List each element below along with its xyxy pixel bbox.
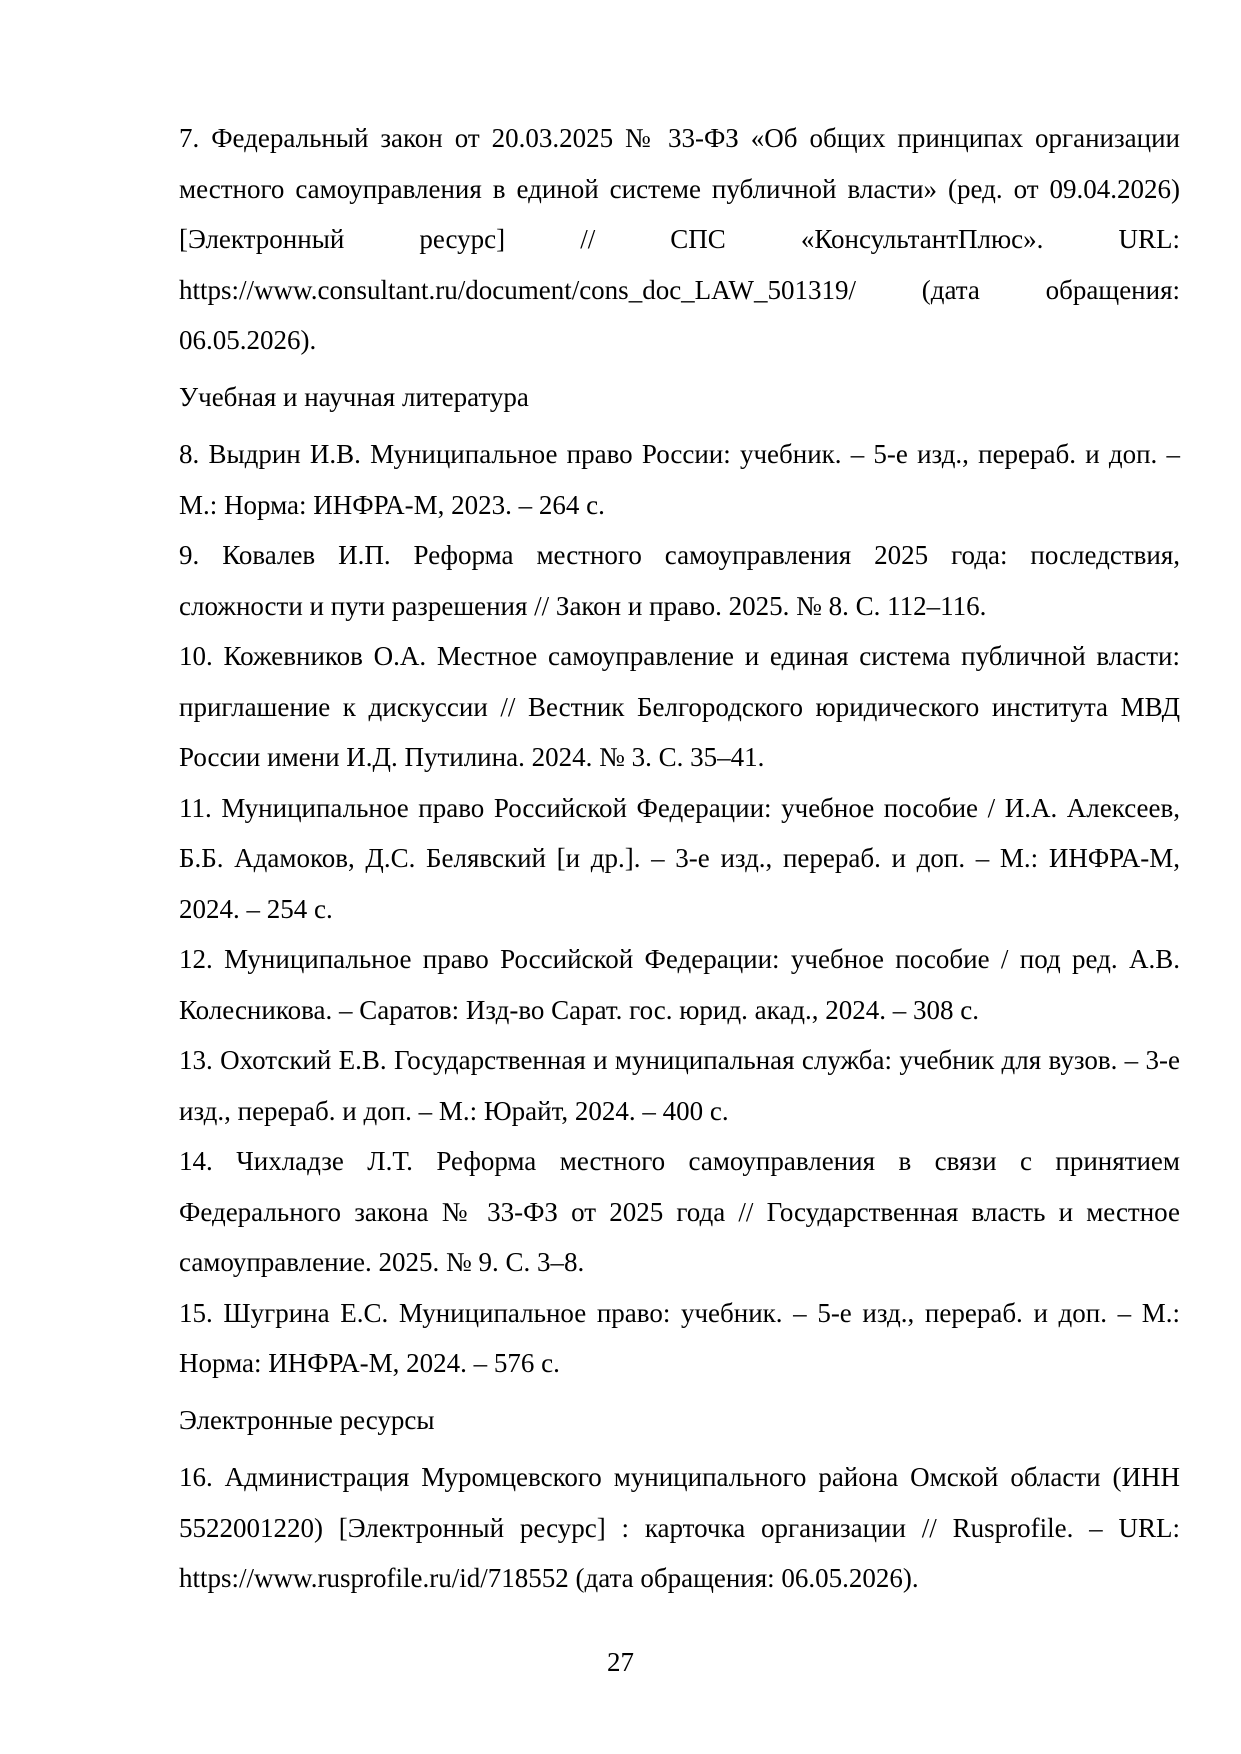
reference-item-11: 11. Муниципальное право Российской Федерации: учебное пособие / И.А. Алексеев, Б.Б. Адамоков, Д.С. Белявский [и др.]. – 3-е изд., перераб. и доп. – М.: ИНФРА-М, 2024. – 254 с. (179, 792, 1180, 924)
reference-item-8: 8. Выдрин И.В. Муниципальное право России: учебник. – 5-е изд., перераб. и доп. – М.: Норма: ИНФРА-М, 2023. – 264 с. (179, 439, 1180, 520)
reference-item-15: 15. Шугрина Е.С. Муниципальное право: учебник. – 5-е изд., перераб. и доп. – М.: Норма: ИНФРА-М, 2024. – 576 с. (179, 1297, 1180, 1378)
document-page (179, 113, 1180, 1604)
reference-item-10: 10. Кожевников О.А. Местное самоуправление и единая система публичной власти: приглашение к дискуссии // Вестник Белгородского юридического института МВД России имени И.Д. Путилина. 2024. № 3. С. 35–41. (179, 641, 1180, 772)
reference-item-7: 7. Федеральный закон от 20.03.2025 № 33-ФЗ «Об общих принципах организации местного самоуправления в единой системе публичной власти» (ред. от 09.04.2026) [Электронный ресурс] // СПС «КонсультантПлюс». URL: https://www.consultant.ru/document/cons_doc_LAW_501319/ (дата обращения: 06.05.2026). (179, 123, 1180, 355)
reference-item-16: 16. Администрация Муромцевского муниципального района Омской области (ИНН 5522001220) [Электронный ресурс] : карточка организации // Rusprofile. – URL: https://www.rusprofile.ru/id/718552 (дата обращения: 06.05.2026). (179, 1462, 1180, 1593)
reference-item-14: 14. Чихладзе Л.Т. Реформа местного самоуправления в связи с принятием Федерального закона № 33-ФЗ от 2025 года // Государственная власть и местное самоуправление. 2025. № 9. С. 3–8. (179, 1146, 1180, 1277)
section-heading-electronic: Электронные ресурсы (179, 1404, 435, 1435)
section-heading-literature: Учебная и научная литература (179, 381, 529, 412)
reference-item-9: 9. Ковалев И.П. Реформа местного самоуправления 2025 года: последствия, сложности и пути разрешения // Закон и право. 2025. № 8. С. 112–116. (179, 540, 1180, 621)
page-number: 27 (607, 1647, 634, 1677)
reference-item-13: 13. Охотский Е.В. Государственная и муниципальная служба: учебник для вузов. – 3-е изд., перераб. и доп. – М.: Юрайт, 2024. – 400 с. (179, 1045, 1180, 1126)
reference-item-12: 12. Муниципальное право Российской Федерации: учебное пособие / под ред. А.В. Колесникова. – Саратов: Изд-во Сарат. гос. юрид. акад., 2024. – 308 с. (179, 944, 1180, 1025)
